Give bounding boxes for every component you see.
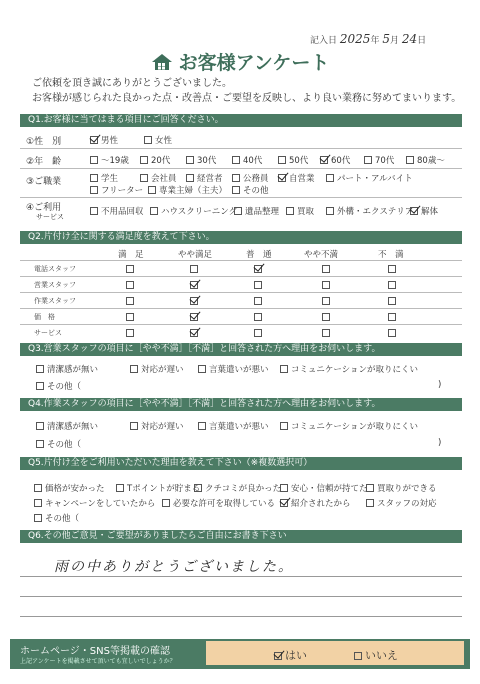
option-label: はい [285,649,307,662]
publish-consent [10,639,470,669]
checkbox[interactable] [406,156,414,164]
checkbox[interactable] [116,484,124,492]
checkbox[interactable] [90,136,98,144]
q5-option[interactable] [366,482,437,494]
option-label: 遺品整理 [245,207,280,217]
row-label: サービス [34,329,62,337]
checkbox[interactable] [326,207,334,215]
checkbox[interactable] [36,440,44,448]
option-label: ～19歳 [101,156,129,166]
option-label: 言葉遣いが悪い [209,422,269,432]
checkbox[interactable] [364,156,372,164]
option-label: Tポイントが貯まる [127,484,201,494]
matrix-checkbox[interactable] [322,329,330,337]
job-option-self-employed[interactable] [278,172,315,184]
matrix-checkbox[interactable] [322,297,330,305]
option-label: コミュニケーションが取りにくい [291,365,418,375]
q4-option[interactable] [36,420,98,432]
checkbox[interactable] [90,156,98,164]
footer-subtitle: 上記アンケートを掲載させて頂いても宜しいでしょうか？ [20,658,176,665]
checkbox[interactable] [274,652,282,660]
checkbox[interactable] [162,499,170,507]
job-option[interactable] [90,172,118,184]
matrix-checkbox[interactable] [190,281,198,289]
checkbox[interactable] [140,174,148,182]
service-option[interactable] [90,205,144,217]
job-option[interactable] [90,184,143,196]
matrix-checkbox[interactable] [254,297,262,305]
page-title [10,48,470,75]
checkbox[interactable] [280,422,288,430]
option-label: その他（ [47,382,82,392]
q2-header: Q2.片付け全に関する満足度を教えて下さい。 [20,231,462,244]
option-label: コミュニケーションが取りにくい [291,422,418,432]
col-header: 満 足 [118,250,144,260]
writing-line [20,596,462,597]
matrix-checkbox[interactable] [388,281,396,289]
matrix-checkbox[interactable] [322,313,330,321]
q5-header: Q5.片付け全をご利用いただいた理由を教えて下さい（※複数選択可） [20,457,462,470]
matrix-checkbox[interactable] [388,329,396,337]
q3-other[interactable] [36,380,81,392]
checkbox[interactable] [410,207,418,215]
option-label: 60代 [331,156,351,166]
consent-no[interactable] [354,647,398,663]
matrix-checkbox[interactable] [126,313,134,321]
title-text: お客様アンケート [178,52,330,74]
age-label: ②年 齢 [26,157,62,167]
checkbox[interactable] [130,422,138,430]
checkbox[interactable] [36,382,44,390]
option-label: 不用品回収 [101,207,144,217]
matrix-checkbox[interactable] [190,297,198,305]
option-label: 言葉遣いが悪い [209,365,269,375]
matrix-checkbox[interactable] [254,265,262,273]
q5-option[interactable] [162,497,275,509]
option-label: 女性 [155,136,173,146]
checkbox[interactable] [194,484,202,492]
q5-option[interactable] [116,482,200,494]
option-label: 会社員 [151,174,177,184]
matrix-checkbox[interactable] [126,281,134,289]
matrix-checkbox[interactable] [388,297,396,305]
checkbox[interactable] [320,156,328,164]
q6-header: Q6.その他ご意見・ご要望がありましたらご自由にお書き下さい [20,530,462,543]
checkbox[interactable] [232,186,240,194]
age-option[interactable] [406,154,445,166]
checkbox[interactable] [150,207,158,215]
checkbox[interactable] [366,484,374,492]
month-unit: 月 [389,36,399,46]
option-label: 学生 [101,174,119,184]
house-icon [151,53,173,71]
divider [20,324,462,325]
matrix-checkbox[interactable] [190,265,198,273]
option-label: クチコミが良かった [205,484,282,494]
day-unit: 日 [417,36,427,46]
option-label: ハウスクリーニング [161,207,238,217]
checkbox[interactable] [140,156,148,164]
q5-option[interactable] [194,482,281,494]
age-option[interactable] [278,154,308,166]
checkbox[interactable] [90,207,98,215]
matrix-checkbox[interactable] [190,313,198,321]
q5-option[interactable] [366,497,437,509]
checkbox[interactable] [232,174,240,182]
option-label: 50代 [289,156,309,166]
q3-option[interactable] [36,363,98,375]
checkbox[interactable] [278,156,286,164]
checkbox[interactable] [366,499,374,507]
matrix-checkbox[interactable] [388,265,396,273]
checkbox[interactable] [278,174,286,182]
checkbox[interactable] [198,365,206,373]
divider [20,308,462,309]
q4-close: ) [438,438,442,448]
option-label: 買取 [297,207,315,217]
option-label: 40代 [243,156,263,166]
intro-line: ご依頼を頂き誠にありがとうございました。 [32,78,232,89]
col-header: 不 満 [378,250,404,260]
writing-line [20,616,462,617]
q5-other[interactable] [34,512,79,524]
service-option[interactable] [286,205,314,217]
checkbox[interactable] [198,422,206,430]
matrix-checkbox[interactable] [322,281,330,289]
age-option[interactable] [364,154,394,166]
checkbox[interactable] [234,207,242,215]
matrix-checkbox[interactable] [322,265,330,273]
option-label: 清潔感が無い [47,365,99,375]
q5-option[interactable] [34,497,155,509]
job-option[interactable] [326,172,413,184]
q4-option[interactable] [198,420,269,432]
checkbox[interactable] [280,365,288,373]
service-option[interactable] [150,205,237,217]
matrix-checkbox[interactable] [126,265,134,273]
checkbox[interactable] [34,499,42,507]
option-label: 価格が安かった [45,484,105,494]
intro-text [32,76,461,106]
matrix-checkbox[interactable] [254,313,262,321]
option-label: 男性 [101,136,119,146]
col-header: やや満足 [178,250,213,260]
option-label: 専業主婦（主夫） [159,186,228,196]
year-unit: 年 [370,36,380,46]
option-label: 安心・信頼が持てた [291,484,368,494]
checkbox[interactable] [186,174,194,182]
col-header: やや不満 [304,250,339,260]
gender-label: ①性 別 [26,137,62,147]
job-option[interactable] [148,184,227,196]
option-label: 対応が遅い [141,365,184,375]
row-label: 電話スタッフ [34,265,76,273]
date-year: 2025 [339,32,371,46]
service-option-demolition[interactable] [410,205,438,217]
q3-option[interactable] [130,363,184,375]
option-label: キャンペーンをしていたから [45,499,156,509]
option-label: 清潔感が無い [47,422,99,432]
option-label: スタッフの対応 [377,499,437,509]
entry-date [310,32,426,46]
checkbox[interactable] [36,422,44,430]
option-label: 自営業 [289,174,315,184]
checkbox[interactable] [354,652,362,660]
consent-answer-box [206,641,464,665]
job-option[interactable] [186,172,223,184]
q5-option[interactable] [280,482,368,494]
checkbox[interactable] [232,156,240,164]
option-label: 80歳～ [417,156,445,166]
option-label: 外構・エクステリア [337,207,414,217]
checkbox[interactable] [130,365,138,373]
q3-option[interactable] [198,363,269,375]
q3-close: ) [438,380,442,390]
gender-option-male[interactable] [90,134,118,146]
age-option[interactable] [186,154,216,166]
service-option[interactable] [234,205,279,217]
option-label: フリーター [101,186,144,196]
date-day: 24 [401,32,418,46]
checkbox[interactable] [280,484,288,492]
divider [20,260,462,261]
q1-header: Q1.お客様に当てはまる項目にご回答ください。 [20,114,462,127]
survey-sheet [10,6,470,671]
matrix-checkbox[interactable] [190,329,198,337]
divider [20,148,462,149]
checkbox[interactable] [186,156,194,164]
row-label: 価 格 [34,313,55,321]
age-option[interactable] [90,154,129,166]
matrix-checkbox[interactable] [388,313,396,321]
option-label: 70代 [375,156,395,166]
comment-answer: 雨の中ありがとうございました。 [54,559,294,575]
checkbox[interactable] [280,499,288,507]
q4-other[interactable] [36,438,81,450]
option-label: 紹介されたから [291,499,351,509]
option-label: 対応が遅い [141,422,184,432]
option-label: その他（ [47,440,82,450]
row-label: 営業スタッフ [34,281,76,289]
divider [20,292,462,293]
job-label: ③ご職業 [26,177,62,187]
checkbox[interactable] [144,136,152,144]
option-label: その他（ [45,514,80,524]
option-label: 経営者 [197,174,223,184]
job-option[interactable] [232,172,269,184]
gender-option-female[interactable] [144,134,172,146]
service-label: ④ご利用 [26,203,62,213]
divider [20,276,462,277]
age-option-60s[interactable] [320,154,350,166]
option-label: いいえ [365,649,398,662]
matrix-checkbox[interactable] [254,329,262,337]
checkbox[interactable] [36,365,44,373]
option-label: 30代 [197,156,217,166]
col-header: 普 通 [246,250,272,260]
option-label: 買取りができる [377,484,437,494]
matrix-checkbox[interactable] [126,329,134,337]
age-option[interactable] [232,154,262,166]
service-option[interactable] [326,205,413,217]
q3-header: Q3.営業スタッフの項目に［やや不満］［不満］と回答された方へ理由をお伺いします。 [20,343,462,356]
option-label: 公務員 [243,174,269,184]
checkbox[interactable] [90,174,98,182]
q3-option[interactable] [280,363,418,375]
q4-header: Q4.作業スタッフの項目に［やや不満］［不満］と回答された方へ理由をお伺いします。 [20,398,462,411]
checkbox[interactable] [34,484,42,492]
checkbox[interactable] [90,186,98,194]
q5-option[interactable] [34,482,105,494]
matrix-checkbox[interactable] [254,281,262,289]
option-label: 解体 [421,207,439,217]
date-month: 5 [382,32,390,46]
checkbox[interactable] [326,174,334,182]
divider [20,197,462,198]
job-option[interactable] [140,172,177,184]
q4-option[interactable] [130,420,184,432]
service-label-2: サービス [36,213,64,221]
writing-line [20,576,462,577]
q5-option-referral[interactable] [280,497,351,509]
footer-title: ホームページ・SNS等掲載の確認 [20,646,170,657]
q4-option[interactable] [280,420,418,432]
option-label: 必要な許可を取得している [173,499,276,509]
matrix-checkbox[interactable] [126,297,134,305]
consent-yes[interactable] [274,647,307,663]
checkbox[interactable] [286,207,294,215]
age-option[interactable] [140,154,170,166]
date-label: 記入日 [310,36,338,46]
option-label: 20代 [151,156,171,166]
job-option[interactable] [232,184,269,196]
intro-line: お客様が感じられた良かった点・改善点・ご要望を反映し、より良い業務に努めてまいります。 [32,93,462,104]
checkbox[interactable] [148,186,156,194]
option-label: パート・アルバイト [337,174,413,184]
checkbox[interactable] [34,514,42,522]
option-label: その他 [243,186,269,196]
row-label: 作業スタッフ [34,297,76,305]
divider [20,168,462,169]
